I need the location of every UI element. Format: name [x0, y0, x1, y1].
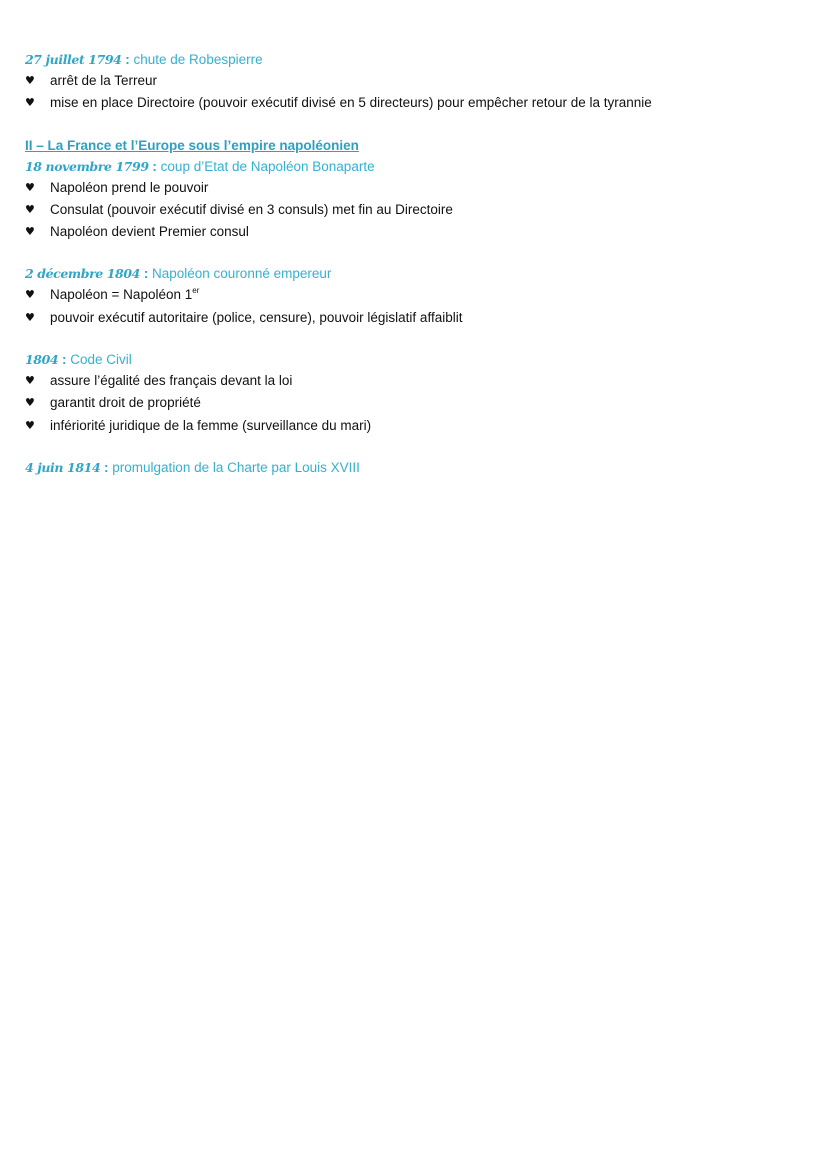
date-line [25, 264, 815, 284]
bullet-list [25, 370, 815, 437]
date-line [25, 458, 815, 478]
bullet-text: Napoléon = Napoléon 1 [50, 287, 193, 303]
bullet-item [25, 199, 815, 221]
heart-bullet-icon: ♥ [25, 225, 35, 239]
event-title: promulgation de la Charte par Louis XVIII [112, 459, 360, 475]
date-line [25, 350, 815, 370]
heart-bullet-icon: ♥ [25, 396, 35, 410]
heart-bullet-icon: ♥ [25, 180, 35, 194]
date-colon: : [104, 459, 109, 475]
bullet-item [25, 221, 815, 243]
event-date: 1804 [25, 352, 59, 368]
heart-bullet-icon: ♥ [25, 202, 35, 216]
date-colon: : [152, 158, 157, 174]
bullet-list [25, 70, 815, 115]
bullet-text: Consulat (pouvoir exécutif divisé en 3 consuls) met fin au Directoire [50, 201, 453, 217]
bullet-item [25, 284, 815, 306]
date-colon: : [125, 52, 130, 67]
date-colon: : [61, 352, 67, 368]
event-title: coup d’Etat de Napoléon Bonaparte [160, 158, 375, 174]
bullet-list [25, 284, 815, 329]
bullet-text: Napoléon prend le pouvoir [50, 179, 209, 195]
bullet-item [25, 392, 815, 414]
event-date: 2 décembre 1804 [25, 266, 140, 282]
event-block-1794 [25, 50, 815, 115]
heart-bullet-icon: ♥ [25, 96, 35, 110]
date-colon: : [143, 266, 149, 282]
heart-bullet-icon: ♥ [25, 418, 35, 432]
event-title: Code Civil [70, 352, 132, 368]
event-date: 4 juin 1814 [25, 459, 101, 475]
date-line [25, 157, 815, 177]
event-title: chute de Robespierre [133, 52, 263, 67]
superscript-er: er [192, 286, 200, 296]
bullet-text: arrêt de la Terreur [50, 73, 158, 88]
bullet-text: assure l’égalité des français devant la loi [50, 373, 293, 389]
document-page [25, 50, 815, 478]
bullet-text: infériorité juridique de la femme (surveillance du mari) [50, 417, 372, 433]
bullet-list [25, 177, 815, 244]
event-date: 27 juillet 1794 [25, 52, 122, 67]
date-line [25, 50, 815, 70]
bullet-item [25, 370, 815, 392]
section-heading: II – La France et l’Europe sous l’empire napoléonien [25, 137, 359, 153]
event-title: Napoléon couronné empereur [152, 266, 332, 282]
event-block-1804-coronation [25, 264, 815, 329]
bullet-text: garantit droit de propriété [50, 395, 201, 411]
bullet-item [25, 415, 815, 437]
event-date: 18 novembre 1799 [25, 158, 149, 174]
heart-bullet-icon: ♥ [25, 374, 35, 388]
heart-bullet-icon: ♥ [25, 310, 35, 324]
bullet-item [25, 307, 815, 329]
bullet-text: Napoléon devient Premier consul [50, 224, 249, 240]
bullet-item [25, 92, 815, 114]
bullet-text: pouvoir exécutif autoritaire (police, censure), pouvoir législatif affaiblit [50, 309, 463, 325]
event-block-1804-code-civil [25, 350, 815, 437]
bullet-item [25, 177, 815, 199]
bullet-text: mise en place Directoire (pouvoir exécutif divisé en 5 directeurs) pour empêcher retour de la tyrannie [50, 95, 652, 111]
heart-bullet-icon: ♥ [25, 288, 35, 302]
event-block-1814 [25, 458, 815, 478]
heart-bullet-icon: ♥ [25, 74, 35, 87]
bullet-item [25, 70, 815, 92]
event-block-1799 [25, 157, 815, 244]
